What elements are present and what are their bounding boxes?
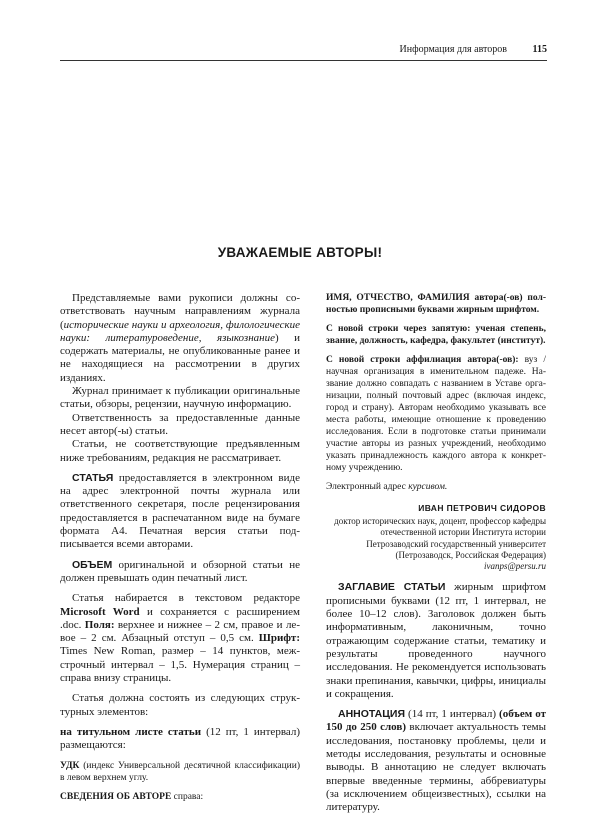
sample-author-name: ИВАН ПЕТРОВИЧ СИДОРОВ (418, 503, 546, 513)
header-rule (60, 60, 547, 61)
paragraph-article: СТАТЬЯ предоставляется в электронном виде на адрес электронной почты журнала или ответственного секретаря, после рецензирования предоставляется в распечатанном виде на бумаге формата А4. Печатная версия статьи подписывается всеми авторами. (60, 471, 300, 551)
paragraph-accepts: Журнал принимает к публикации оригинальные статьи, обзоры, рецензии, научную информацию. (60, 385, 300, 411)
running-header (60, 44, 547, 58)
right-column (326, 292, 546, 815)
page-number: 115 (532, 44, 547, 55)
paragraph-scope: Представляемые вами рукописи должны соответствовать научным направлениям журнала (исторические науки и археология, филологические науки: литературоведение, языкознание) и содержать материалы, не опубликованные ранее и не находящиеся на рассмотрении в других изданиях. (60, 292, 300, 384)
paragraph-title-sheet: на титульном листе статьи (12 пт, 1 интервал) размещаются: (60, 725, 300, 752)
paragraph-email-rule: Электронный адрес курсивом. (326, 482, 448, 492)
paragraph-abstract: АННОТАЦИЯ (14 пт, 1 интервал) (объем от 150 до 250 слов) включает актуальность темы исследования, постановку проблемы, цели и методы исследования, результаты и основные выводы. В аннотацию не следует включать впервые введенные термины, аббревиатуры (за исключением общеизвестных), ссылки на литературу. (326, 708, 546, 814)
paragraph-udk: УДК (индекс Универсальной десятичной классификации) в левом верхнем углу. (60, 760, 300, 783)
paragraph-affiliation-rule: С новой строки аффилиация автора(-ов): вуз / научная организация в именительном падеже. Название должно совпадать с названием в Уставе организации, полный почтовый адрес (включая индекс, город и страну). Авторам необходимо указывать все места работы, имеющие отношение к проведению исследования. Если в подготовке статьи принимали участие авторы из разных учреждений, необходимо указать принадлежность каждого автора к конкретному учреждению. (326, 355, 546, 473)
page-title: УВАЖАЕМЫЕ АВТОРЫ! (217, 245, 383, 260)
left-column (60, 292, 300, 803)
sample-author-department: отечественной истории Института истории (380, 527, 546, 538)
paragraph-article-title: ЗАГЛАВИЕ СТАТЬИ жирным шрифтом прописными буквами (12 пт, 1 интервал, не более 10–12 слов). Заголовок должен быть информативным, лаконичным, точно отражающим содержание статьи, тематику и результаты проведенного научного исследования. Не рекомендуется использовать знаки препинания, кавычки, цифры, инициалы и сокращения. (326, 581, 546, 700)
paragraph-rejection: Статьи, не соответствующие предъявленным ниже требованиям, редакция не рассматривает. (60, 438, 300, 464)
paragraph-responsibility: Ответственность за предоставленные данные несет автор(-ы) статьи. (60, 411, 300, 437)
header-title: Информация для авторов (399, 44, 507, 55)
paragraph-formatting: Статья набирается в текстовом редакторе Microsoft Word и сохраняется с расширением .doc. Поля: верхнее и нижнее – 2 см, правое и левое – 2 см. Абзацный отступ – 0,5 см. Шрифт: Times New Roman, размер – 14 пунктов, межстрочный интервал – 1,5. Нумерация страниц – справа внизу страницы. (60, 592, 300, 685)
sample-author-email: ivanps@persu.ru (483, 561, 546, 572)
paragraph-author-info: СВЕДЕНИЯ ОБ АВТОРЕ справа: (60, 791, 204, 802)
paragraph-volume: ОБЪЕМ оригинальной и обзорной статьи не должен превышать один печатный лист. (60, 558, 300, 584)
paragraph-degree-rule: С новой строки через запятую: ученая степень, звание, должность, кафедра, факультет (институт). (326, 324, 546, 346)
paragraph-structure: Статья должна состоять из следующих структурных элементов: (60, 692, 300, 718)
sample-author-city: (Петрозаводск, Российская Федерация) (395, 549, 546, 560)
sample-author-university: Петрозаводский государственный университет (366, 538, 546, 549)
sample-author-degree: доктор исторических наук, доцент, профессор кафедры (334, 516, 546, 526)
paragraph-author-name-rule: ИМЯ, ОТЧЕСТВО, ФАМИЛИЯ автора(-ов) полностью прописными буквами жирным шрифтом. (326, 293, 547, 315)
